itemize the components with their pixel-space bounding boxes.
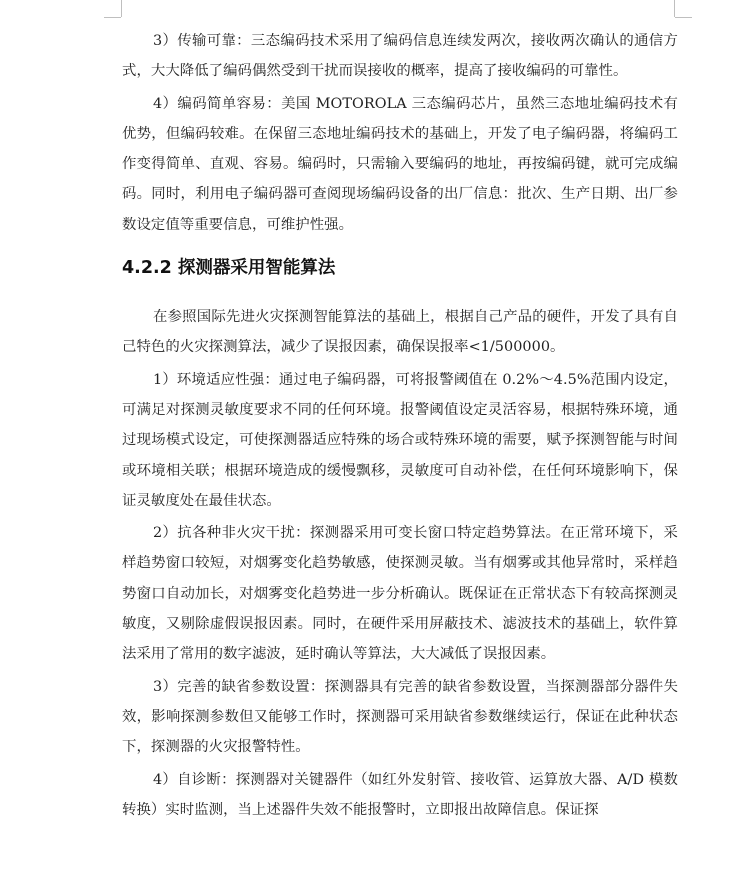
document-body bbox=[122, 26, 678, 825]
paragraph-default-parameters: 3）完善的缺省参数设置：探测器具有完善的缺省参数设置，当探测器部分器件失效，影响探测参数但又能够工作时，探测器可采用缺省参数继续运行，保证在此种状态下，探测器的火灾报警特性。 bbox=[122, 678, 678, 756]
paragraph-intro-algorithm: 在参照国际先进火灾探测智能算法的基础上，根据自己产品的硬件，开发了具有自己特色的火灾探测算法，减少了误报因素，确保误报率<1/500000。 bbox=[122, 309, 678, 356]
crop-mark-top-left-vertical bbox=[121, 0, 122, 17]
paragraph-anti-interference: 2）抗各种非火灾干扰：探测器采用可变长窗口特定趋势算法。在正常环境下，采样趋势窗口较短，对烟雾变化趋势敏感，使探测灵敏。当有烟雾或其他异常时，采样趋势窗口自动加长，对烟雾变化趋势进一步分析确认。既保证在正常状态下有较高探测灵敏度，又剔除虚假误报因素。同时，在硬件采用屏蔽技术、滤波技术的基础上，软件算法采用了常用的数字滤波，延时确认等算法，大大减低了误报因素。 bbox=[122, 525, 678, 663]
paragraph-encoding-simple: 4）编码简单容易：美国 MOTOROLA 三态编码芯片，虽然三态地址编码技术有优势，但编码较难。在保留三态地址编码技术的基础上，开发了电子编码器，将编码工作变得简单、直观、容易。编码时，只需输入要编码的地址，再按编码键，就可完成编码。同时，利用电子编码器可查阅现场编码设备的出厂信息：批次、生产日期、出厂参数设定值等重要信息，可维护性强。 bbox=[122, 95, 678, 233]
paragraph-environment-adaptability: 1）环境适应性强：通过电子编码器，可将报警阈值在 0.2%～4.5%范围内设定，可满足对探测灵敏度要求不同的任何环境。报警阈值设定灵活容易，根据特殊环境，通过现场模式设定，可使探测器适应特殊的场合或特殊环境的需要，赋予探测智能与时间或环境相关联；根据环境造成的缓慢飘移，灵敏度可自动补偿，在任何环境影响下，保证灵敏度处在最佳状态。 bbox=[122, 371, 678, 509]
section-heading: 4.2.2 探测器采用智能算法 bbox=[122, 258, 336, 279]
paragraph-transmission-reliable: 3）传输可靠：三态编码技术采用了编码信息连续发两次，接收两次确认的通信方式，大大降低了编码偶然受到干扰而误接收的概率，提高了接收编码的可靠性。 bbox=[122, 33, 678, 80]
crop-mark-top-right-vertical bbox=[674, 0, 675, 17]
crop-mark-top-left-horizontal bbox=[104, 17, 121, 18]
crop-mark-top-right-horizontal bbox=[675, 17, 692, 18]
paragraph-self-diagnosis: 4）自诊断：探测器对关键器件（如红外发射管、接收管、运算放大器、A/D 模数转换）实时监测，当上述器件失效不能报警时，立即报出故障信息。保证探 bbox=[122, 771, 678, 818]
